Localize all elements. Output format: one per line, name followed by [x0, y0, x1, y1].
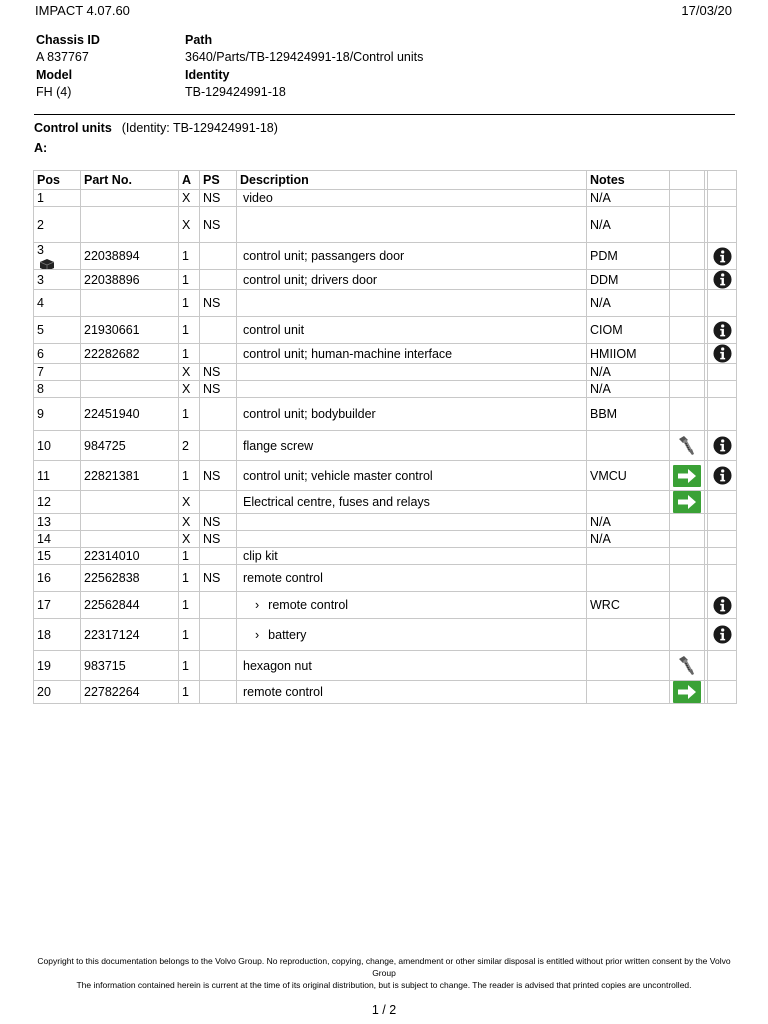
- cell-a: 2: [179, 431, 200, 461]
- cell-icon[interactable]: [708, 592, 737, 619]
- cell-a: X: [179, 514, 200, 531]
- cell-a: 1: [179, 681, 200, 704]
- cell-a: 1: [179, 398, 200, 431]
- cell-notes: N/A: [587, 290, 670, 317]
- cell-icon: [708, 651, 737, 681]
- cell-description: [237, 398, 587, 431]
- table-row: [34, 461, 737, 491]
- col-header-ps: PS: [200, 171, 237, 190]
- cell-ps: [200, 243, 237, 270]
- section-title-text: Control units: [34, 121, 112, 135]
- path-label: Path: [185, 33, 213, 47]
- cell-notes: PDM: [587, 243, 670, 270]
- cell-notes: [587, 431, 670, 461]
- table-row: [34, 514, 737, 531]
- cell-description: [237, 290, 587, 317]
- cell-part-no: [81, 207, 179, 243]
- cell-notes: BBM: [587, 398, 670, 431]
- cell-ps: NS: [200, 207, 237, 243]
- cell-ps: [200, 344, 237, 364]
- info-icon[interactable]: [713, 627, 732, 641]
- arrow-icon[interactable]: [673, 684, 701, 698]
- table-row: [34, 344, 737, 364]
- cell-icon: [670, 619, 705, 651]
- cell-description: [237, 461, 587, 491]
- description-text: control unit; drivers door: [243, 272, 378, 287]
- col-header-icon-2: [708, 171, 737, 190]
- cell-part-no: [81, 531, 179, 548]
- description-text: control unit; vehicle master control: [243, 468, 433, 483]
- cell-part-no: [81, 290, 179, 317]
- cell-notes: N/A: [587, 531, 670, 548]
- cell-notes: N/A: [587, 207, 670, 243]
- table-row: [34, 207, 737, 243]
- cell-pos: 19: [34, 651, 81, 681]
- cell-description: [237, 431, 587, 461]
- description-text: flange screw: [243, 438, 314, 453]
- section-title: [34, 121, 278, 135]
- cell-pos: 17: [34, 592, 81, 619]
- page-number: 1 / 2: [371, 1003, 397, 1017]
- cell-icon: [708, 681, 737, 704]
- table-row: [34, 565, 737, 592]
- cell-part-no: [81, 364, 179, 381]
- table-row: [34, 364, 737, 381]
- cell-icon[interactable]: [708, 431, 737, 461]
- cell-notes: HMIIOM: [587, 344, 670, 364]
- info-icon[interactable]: [713, 468, 732, 482]
- cell-ps: NS: [200, 381, 237, 398]
- table-row: [34, 431, 737, 461]
- sub-item-chevron: ›: [255, 598, 260, 612]
- cell-a: 1: [179, 290, 200, 317]
- cell-icon: [670, 514, 705, 531]
- cell-icon[interactable]: [670, 491, 705, 514]
- cell-description: [237, 243, 587, 270]
- cell-icon: [708, 565, 737, 592]
- app-name: IMPACT 4.07.60: [35, 3, 130, 18]
- cell-icon: [670, 548, 705, 565]
- cell-icon[interactable]: [708, 461, 737, 491]
- cell-icon: [670, 290, 705, 317]
- cell-icon: [708, 207, 737, 243]
- cell-description: [237, 514, 587, 531]
- cell-description: [237, 317, 587, 344]
- cell-part-no: 22282682: [81, 344, 179, 364]
- cell-part-no: 22038894: [81, 243, 179, 270]
- cell-a: X: [179, 491, 200, 514]
- cell-icon: [708, 290, 737, 317]
- info-icon[interactable]: [713, 248, 732, 262]
- cell-ps: NS: [200, 364, 237, 381]
- cell-a: 1: [179, 317, 200, 344]
- cell-ps: [200, 398, 237, 431]
- col-header-icon-1: [670, 171, 705, 190]
- cell-description: [237, 619, 587, 651]
- cell-a: 1: [179, 270, 200, 290]
- table-row: [34, 548, 737, 565]
- copyright-notice: [30, 955, 738, 991]
- table-row: [34, 290, 737, 317]
- description-text: video: [243, 191, 273, 205]
- cell-icon: [670, 592, 705, 619]
- cell-icon[interactable]: [708, 317, 737, 344]
- cell-icon[interactable]: [708, 243, 737, 270]
- cell-a: 1: [179, 461, 200, 491]
- cell-pos: 1: [34, 190, 81, 207]
- cell-notes: VMCU: [587, 461, 670, 491]
- col-header-description: Description: [237, 171, 587, 190]
- cell-part-no: [81, 381, 179, 398]
- table-row: [34, 190, 737, 207]
- cell-a: 1: [179, 548, 200, 565]
- cell-description: [237, 681, 587, 704]
- cell-pos: 13: [34, 514, 81, 531]
- description-text: remote control: [243, 571, 323, 585]
- cell-a: X: [179, 381, 200, 398]
- cell-pos: 4: [34, 290, 81, 317]
- cell-icon[interactable]: [708, 270, 737, 290]
- table-row: [34, 531, 737, 548]
- cell-part-no: 21930661: [81, 317, 179, 344]
- cell-description: [237, 491, 587, 514]
- cell-description: [237, 531, 587, 548]
- cell-icon: [670, 531, 705, 548]
- cell-icon: [670, 398, 705, 431]
- cell-ps: [200, 681, 237, 704]
- cell-pos: 7: [34, 364, 81, 381]
- cell-notes: [587, 651, 670, 681]
- cell-icon: [708, 398, 737, 431]
- cell-part-no: [81, 491, 179, 514]
- cell-ps: [200, 592, 237, 619]
- cell-part-no: 22038896: [81, 270, 179, 290]
- cell-ps: [200, 651, 237, 681]
- table-row: [34, 270, 737, 290]
- cell-icon[interactable]: [670, 431, 705, 461]
- cell-icon: [708, 514, 737, 531]
- cell-ps: [200, 317, 237, 344]
- cell-a: X: [179, 190, 200, 207]
- arrow-icon[interactable]: [673, 494, 701, 508]
- cell-part-no: 984725: [81, 431, 179, 461]
- description-text: control unit; bodybuilder: [243, 407, 376, 421]
- cell-ps: NS: [200, 461, 237, 491]
- cell-icon: [708, 548, 737, 565]
- cell-icon: [708, 531, 737, 548]
- cell-ps: NS: [200, 190, 237, 207]
- cell-ps: NS: [200, 531, 237, 548]
- cell-icon: [670, 207, 705, 243]
- cell-icon: [708, 364, 737, 381]
- identity-label: Identity: [185, 68, 230, 82]
- col-header-pos: Pos: [34, 171, 81, 190]
- cell-description: [237, 270, 587, 290]
- cell-pos: 15: [34, 548, 81, 565]
- cell-a: 1: [179, 651, 200, 681]
- cell-description: [237, 207, 587, 243]
- cell-a: 1: [179, 344, 200, 364]
- divider: [34, 114, 735, 115]
- cell-part-no: [81, 514, 179, 531]
- cell-ps: [200, 548, 237, 565]
- cell-a: 1: [179, 619, 200, 651]
- print-date: 17/03/20: [681, 3, 732, 18]
- cell-a: 1: [179, 592, 200, 619]
- table-row: [34, 592, 737, 619]
- screw-icon[interactable]: [677, 438, 697, 452]
- cell-ps: NS: [200, 514, 237, 531]
- cell-part-no: 22782264: [81, 681, 179, 704]
- info-icon[interactable]: [713, 346, 732, 360]
- table-row: [34, 681, 737, 704]
- cell-icon: [708, 190, 737, 207]
- cell-notes: N/A: [587, 364, 670, 381]
- cell-notes: DDM: [587, 270, 670, 290]
- info-icon[interactable]: [713, 272, 732, 286]
- description-text: control unit; passangers door: [243, 249, 405, 263]
- col-header-notes: Notes: [587, 171, 670, 190]
- cell-part-no: 983715: [81, 651, 179, 681]
- model-value: FH (4): [36, 85, 72, 99]
- copyright-line-1: Copyright to this documentation belongs to the Volvo Group. No reproduction, copying, change, amendment or other similar disposal is entitled without prior written consent by the Volvo Group: [37, 956, 731, 978]
- cell-part-no: 22451940: [81, 398, 179, 431]
- cell-description: [237, 565, 587, 592]
- cell-icon: [670, 243, 705, 270]
- description-text: control unit: [243, 323, 305, 337]
- info-icon[interactable]: [713, 322, 732, 336]
- cell-icon: [670, 344, 705, 364]
- description-text: remote control: [268, 598, 349, 612]
- table-row: [34, 317, 737, 344]
- cell-pos: 20: [34, 681, 81, 704]
- cell-notes: [587, 491, 670, 514]
- cell-pos: 8: [34, 381, 81, 398]
- model-label: Model: [36, 68, 73, 82]
- description-text: battery: [268, 627, 307, 642]
- cell-icon[interactable]: [670, 681, 705, 704]
- table-row: [34, 651, 737, 681]
- cell-description: [237, 344, 587, 364]
- description-text: Electrical centre, fuses and relays: [243, 495, 430, 509]
- cell-pos: 2: [34, 207, 81, 243]
- group-label: A:: [34, 141, 48, 155]
- cell-notes: N/A: [587, 190, 670, 207]
- screw-icon[interactable]: [677, 658, 697, 672]
- arrow-icon[interactable]: [673, 468, 701, 482]
- col-header-part-no: Part No.: [81, 171, 179, 190]
- cell-icon[interactable]: [670, 651, 705, 681]
- cell-notes: [587, 619, 670, 651]
- cell-description: [237, 364, 587, 381]
- cell-a: 1: [179, 565, 200, 592]
- table-row: [34, 491, 737, 514]
- cell-ps: NS: [200, 290, 237, 317]
- col-header-a: A: [179, 171, 200, 190]
- parts-table: [33, 170, 737, 704]
- cell-pos: 18: [34, 619, 81, 651]
- cell-notes: WRC: [587, 592, 670, 619]
- cell-pos: 6: [34, 344, 81, 364]
- cell-notes: N/A: [587, 514, 670, 531]
- cell-ps: [200, 431, 237, 461]
- cell-pos: 12: [34, 491, 81, 514]
- cell-description: [237, 190, 587, 207]
- cell-icon[interactable]: [708, 619, 737, 651]
- cell-pos: 5: [34, 317, 81, 344]
- info-icon[interactable]: [713, 438, 732, 452]
- cell-description: [237, 381, 587, 398]
- cell-notes: CIOM: [587, 317, 670, 344]
- cell-pos: 3: [34, 270, 81, 290]
- description-text: hexagon nut: [243, 658, 312, 673]
- sub-item-chevron: ›: [255, 627, 260, 642]
- cell-description: [237, 651, 587, 681]
- info-icon[interactable]: [713, 597, 732, 611]
- chassis-id-value: A 837767: [36, 50, 89, 64]
- cell-icon[interactable]: [670, 461, 705, 491]
- cell-icon: [670, 364, 705, 381]
- table-row: [34, 619, 737, 651]
- cell-pos: 14: [34, 531, 81, 548]
- table-header-row: [34, 171, 737, 190]
- cell-icon: [708, 381, 737, 398]
- cell-icon[interactable]: [708, 344, 737, 364]
- cell-icon: [708, 491, 737, 514]
- cell-part-no: 22821381: [81, 461, 179, 491]
- cell-a: X: [179, 531, 200, 548]
- cell-ps: [200, 270, 237, 290]
- cell-ps: NS: [200, 565, 237, 592]
- cell-description: [237, 592, 587, 619]
- cell-icon: [670, 565, 705, 592]
- cell-pos: 16: [34, 565, 81, 592]
- description-text: control unit; human-machine interface: [243, 346, 453, 361]
- chassis-id-label: Chassis ID: [36, 33, 100, 47]
- cell-icon: [670, 317, 705, 344]
- table-row: [34, 398, 737, 431]
- cell-a: 1: [179, 243, 200, 270]
- cell-icon: [670, 381, 705, 398]
- cell-ps: [200, 491, 237, 514]
- cell-notes: [587, 565, 670, 592]
- copyright-line-2: The information contained herein is current at the time of its original distribution, but is subject to change. The reader is advised that printed copies are uncontrolled.: [76, 980, 692, 990]
- cell-notes: N/A: [587, 381, 670, 398]
- pos-number: 3: [37, 243, 44, 257]
- cell-description: [237, 548, 587, 565]
- cell-part-no: 22562838: [81, 565, 179, 592]
- cell-ps: [200, 619, 237, 651]
- description-text: clip kit: [243, 549, 278, 563]
- section-identity: (Identity: TB-129424991-18): [121, 121, 278, 135]
- cell-icon: [670, 270, 705, 290]
- table-row: [34, 381, 737, 398]
- cell-part-no: [81, 190, 179, 207]
- cell-pos: 9: [34, 398, 81, 431]
- cell-a: X: [179, 207, 200, 243]
- cell-notes: [587, 681, 670, 704]
- cell-icon: [670, 190, 705, 207]
- cell-pos: 10: [34, 431, 81, 461]
- cell-notes: [587, 548, 670, 565]
- cell-part-no: 22314010: [81, 548, 179, 565]
- cell-part-no: 22562844: [81, 592, 179, 619]
- description-text: remote control: [243, 685, 323, 699]
- path-value: 3640/Parts/TB-129424991-18/Control units: [185, 50, 424, 64]
- cell-pos: [34, 243, 81, 270]
- cell-pos: 11: [34, 461, 81, 491]
- cell-part-no: 22317124: [81, 619, 179, 651]
- identity-value: TB-129424991-18: [185, 85, 286, 99]
- table-body: [34, 190, 737, 704]
- cell-a: X: [179, 364, 200, 381]
- table-row: [34, 243, 737, 270]
